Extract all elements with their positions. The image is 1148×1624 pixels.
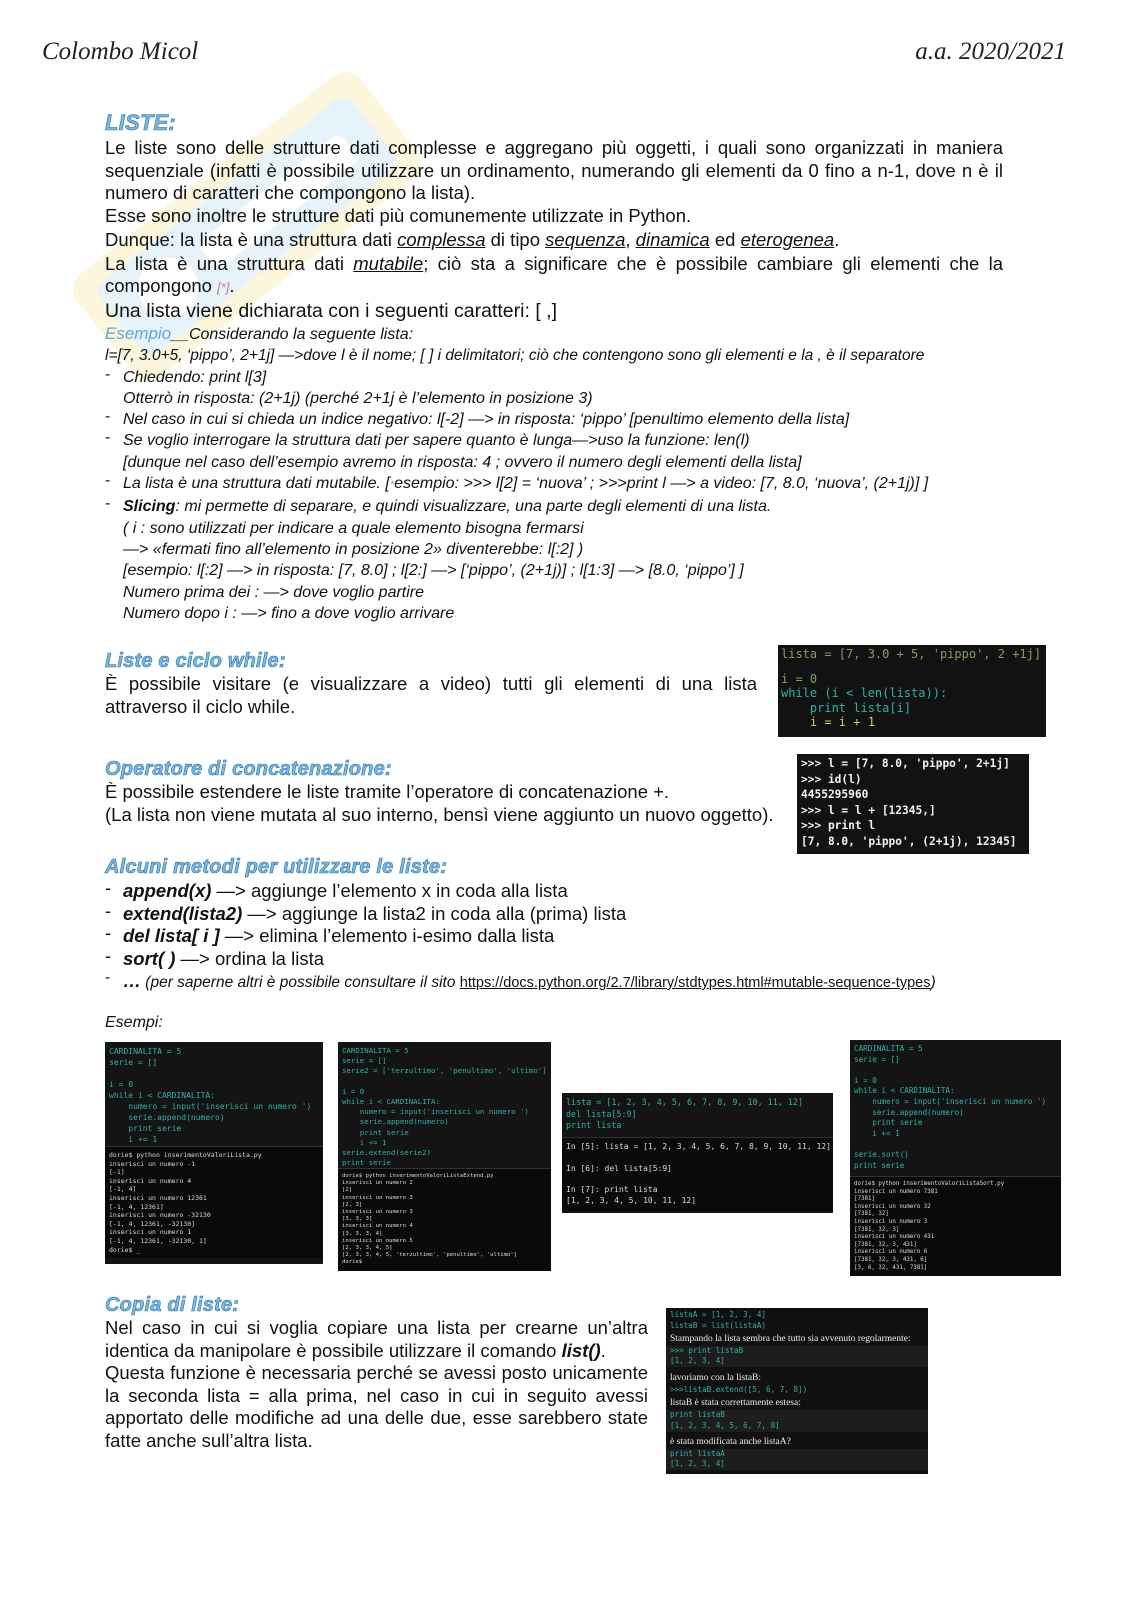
liste-paragraph-3: Dunque: la lista è una struttura dati complessa di tipo sequenza, dinamica ed eterogenea. — [105, 229, 840, 250]
docs-link[interactable]: https://docs.python.org/2.7/library/stdtypes.html#mutable-sequence-types — [459, 975, 931, 991]
list-item: - del lista[ i ] —> elimina l’elemento i-esimo dalla lista — [105, 925, 1105, 948]
liste-paragraph-4: La lista è una struttura dati mutabile; ciò sta a significare che è possibile cambiare gli elementi che la compongono [*]. — [105, 252, 1003, 296]
list-item: - … (per saperne altri è possibile consultare il sito https://docs.python.org/2.7/library/stdtypes.html#mutable-sequence-types) — [105, 970, 1105, 995]
list-item: - Nel caso in cui si chieda un indice negativo: l[-2] —> in risposta: ‘pippo’ [penultimo elemento della lista] — [105, 409, 1105, 430]
example-screenshot-extend: CARDINALITA = 5 serie = [] serie2 = ['terzultimo', 'penultimo', 'ultimo'] i = 0 while i < CARDINALITA: numero = input('inserisci un numero ') serie.append(numero) print serie i += 1 serie.extend(serie2) print serie dorie$ python inserimentoValoriListaExtend.py inserisci un numero 2 [2] inserisci un numero 3 [2, 3] inserisci un numero 3 [3, 3, 3] inserisci un numero 4 [3, 3, 3, 4] inserisci un numero 5 [2, 3, 3, 4, 5] [2, 3, 3, 4, 5, 'terzultimo', 'penultimo', 'ultimo'] dorie$ — [338, 1042, 551, 1264]
example-block: Esempio__Considerando la seguente lista: l=[7, 3.0+5, ‘pippo’, 2+1j] —>dove l è il nome; [ ] i delimitatori; ciò che contengono sono gli elementi e la , è il separatore - Chiedendo: print l[3] Otterrò in risposta: (2+1j) (perché 2+1j è l’elemento in posizione 3) - Nel caso in cui si chieda un indice negativo: l[-2] —> in risposta: ‘pippo’ [penultimo elemento della lista] - Se voglio interrogare la struttura dati per sapere quanto è lunga—>uso la funzione: len(l) [dunque nel caso dell’esempio avremo in risposta: 4 ; ovvero il numero degli elementi della lista] - La lista è una struttura dati mutabile. [*esempio: >>> l[2] = ‘nuova’ ; >>>print l —> a video: [7, 8.0, ‘nuova’, (2+1j)] ] - Slicing: mi permette di separare, e quindi visualizzare, una parte degli elementi di una lista. ( i : sono utilizzati per indicare a quale elemento bisogna fermarsi —> «fermati fino all’elemento in posizione 2» diventerebbe: l[:2] ) [esempio: l[:2] —> in risposta: [7, 8.0] ; l[2:] —> [‘pippo’, (2+1j)] ; l[1:3] —> [8.0, ‘pippo’] ] Numero prima dei : —> dove voglio partire Numero dopo i : —> fino a dove voglio arrivare — [105, 323, 1105, 624]
example-label: Esempio — [105, 324, 172, 343]
liste-paragraph-5: Una lista viene dichiarata con i seguenti caratteri: [ ,] — [105, 299, 557, 322]
example-bullets — [105, 367, 1105, 625]
term-eterogenea: eterogenea — [740, 229, 835, 250]
list-item: - Se voglio interrogare la struttura dati per sapere quanto è lunga—>uso la funzione: len(l) [dunque nel caso dell’esempio avremo in risposta: 4 ; ovvero il numero degli elementi della lista] — [105, 430, 1105, 473]
liste-intro — [105, 137, 1003, 322]
example-screenshot-append: CARDINALITA = 5 serie = [] i = 0 while i < CARDINALITA: numero = input('inserisci un numero ') serie.append(numero) print serie i += 1 dorie$ python inserimentoValoriLista.py inserisci un numero -1 [-1] inserisci un numero 4 [-1, 4] inserisci un numero 12361 [-1, 4, 12361] inserisci un numero -32130 [-1, 4, 12361, -32130] inserisci un numero 1 [-1, 4, 12361, -32130, 1] dorie$ _ — [105, 1042, 323, 1264]
example-line: l=[7, 3.0+5, ‘pippo’, 2+1j] —>dove l è il nome; [ ] i delimitatori; ciò che contengono sono gli elementi e la , è il separatore — [105, 347, 925, 365]
section-title-liste: LISTE: — [105, 110, 176, 135]
section-title-while: Liste e ciclo while: — [105, 650, 286, 672]
section-title-copia: Copia di liste: — [105, 1294, 240, 1316]
term-complessa: complessa — [397, 229, 486, 250]
list-item: - Slicing: mi permette di separare, e quindi visualizzare, una parte degli elementi di una lista. ( i : sono utilizzati per indicare a quale elemento bisogna fermarsi —> «fermati fino all’elemento in posizione 2» diventerebbe: l[:2] ) [esempio: l[:2] —> in risposta: [7, 8.0] ; l[2:] —> [‘pippo’, (2+1j)] ; l[1:3] —> [8.0, ‘pippo’] ] Numero prima dei : —> dove voglio partire Numero dopo i : —> fino a dove voglio arrivare — [105, 496, 1105, 624]
term-mutabile: mutabile — [353, 252, 424, 274]
concat-text: È possibile estendere le liste tramite l’operatore di concatenazione +. (La lista non viene mutata al suo interno, bensì viene aggiunto un nuovo oggetto). — [105, 781, 774, 825]
liste-paragraph-2: Esse sono inoltre le strutture dati più comunemente utilizzate in Python. — [105, 204, 692, 226]
while-code-screenshot: lista = [7, 3.0 + 5, 'pippo', 2 +1j] i = 0 while (i < len(lista)): print lista[i] i = i + 1 — [778, 645, 1046, 737]
author-name: Colombo Micol — [42, 38, 199, 65]
example-screenshot-sort: CARDINALITA = 5 serie = [] i = 0 while i < CARDINALITA: numero = input('inserisci un numero ') serie.append(numero) print serie i += 1 serie.sort() print serie dorie$ python inserimentoValoriListaSort.py inserisci un numero 7381 [7381] inserisci un numero 32 [7381, 32] inserisci un numero 3 [7381, 32, 3] inserisci un numero 431 [7381, 32, 3, 431] inserisci un numero 6 [7381, 32, 3, 431, 6] [3, 6, 32, 431, 7381] — [850, 1040, 1061, 1266]
liste-paragraph-1: Le liste sono delle strutture dati complesse e aggregano più oggetti, i quali sono organizzati in maniera sequenziale (infatti è possibile utilizzare un ordinamento, numerando gli elementi da 0 fino a n-1, dove n è il numero di caratteri che compongono la lista). — [105, 137, 1003, 203]
copia-text: Nel caso in cui si voglia copiare una lista per crearne un’altra identica da manipolare è possibile utilizzare il comando list(). Questa funzione è necessaria perché se avessi posto unicamente la seconda lista = alla prima, nel caso in cui in seguito avessi apportato delle modifiche ad una delle due, esse sarebbero state fatte anche sull’altra lista. — [105, 1317, 648, 1451]
academic-year: a.a. 2020/2021 — [915, 38, 1066, 65]
esempi-label: Esempi: — [105, 1014, 163, 1031]
methods-list — [105, 880, 1105, 995]
while-text: È possibile visitare (e visualizzare a video) tutti gli elementi di una lista attraverso il ciclo while. — [105, 673, 757, 717]
footnote-ref: [*] — [217, 280, 230, 295]
list-item: - Chiedendo: print l[3] Otterrò in risposta: (2+1j) (perché 2+1j è l’elemento in posizione 3) — [105, 367, 1105, 410]
example-screenshot-del: lista = [1, 2, 3, 4, 5, 6, 7, 8, 9, 10, 11, 12] del lista[5:9] print lista In [5]: lista = [1, 2, 3, 4, 5, 6, 7, 8, 9, 10, 11, 12] In [6]: del lista[5:9] In [7]: print lista [1, 2, 3, 4, 5, 10, 11, 12] — [562, 1093, 833, 1213]
concat-code-screenshot: >>> l = [7, 8.0, 'pippo', 2+1j] >>> id(l) 4455295960 >>> l = l + [12345,] >>> print l [7, 8.0, 'pippo', (2+1j), 12345] — [797, 754, 1029, 854]
list-item: - append(x) —> aggiunge l’elemento x in coda alla lista — [105, 880, 1105, 903]
list-item: - La lista è una struttura dati mutabile. [*esempio: >>> l[2] = ‘nuova’ ; >>>print l —> a video: [7, 8.0, ‘nuova’, (2+1j)] ] — [105, 473, 1105, 496]
section-title-concat: Operatore di concatenazione: — [105, 758, 392, 780]
term-sequenza: sequenza — [545, 229, 626, 250]
term-dinamica: dinamica — [635, 229, 710, 250]
list-item: - sort( ) —> ordina la lista — [105, 948, 1105, 971]
section-title-metodi: Alcuni metodi per utilizzare le liste: — [105, 856, 448, 878]
copy-list-screenshot: listaA = [1, 2, 3, 4] listaB = list(listaA) Stampando la lista sembra che tutto sia avvenuto regolarmente: >>> print listaB [1, 2, 3, 4] lavoriamo con la listaB: >>>listaB.extend([5, 6, 7, 8]) listaB è stata correttamente estesa: print listaB [1, 2, 3, 4, 5, 6, 7, 8] è stata modificata anche listaA? print listaA [1, 2, 3, 4] — [666, 1308, 928, 1474]
list-item: - extend(lista2) —> aggiunge la lista2 in coda alla (prima) lista — [105, 903, 1105, 926]
